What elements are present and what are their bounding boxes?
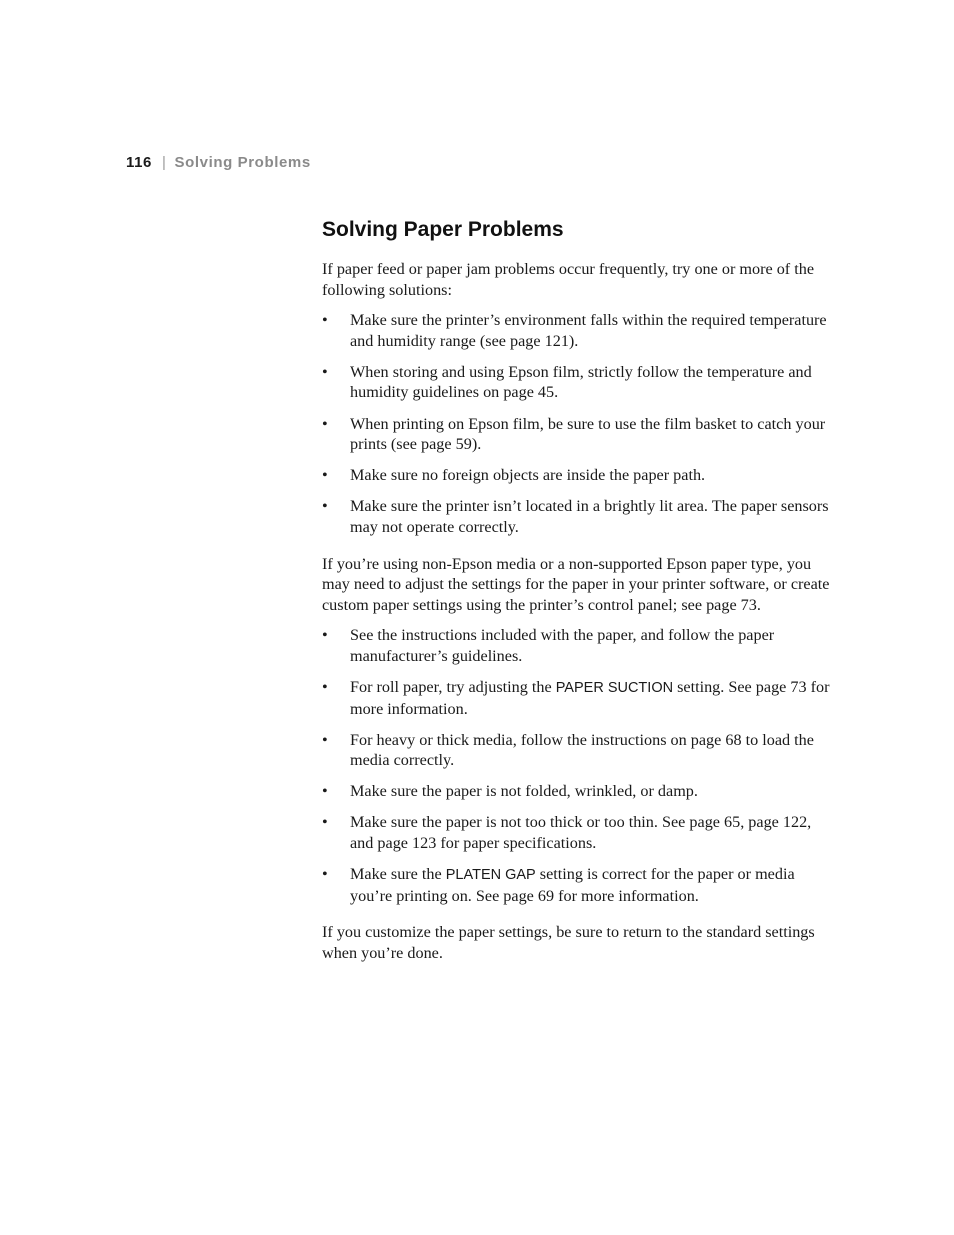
- non-epson-paragraph: If you’re using non-Epson media or a non-supported Epson paper type, you may need to adjust the settings for the paper in your printer software, or create custom paper settings using the printer’s control panel; see page 73.: [322, 554, 830, 614]
- list-item: [322, 677, 832, 719]
- list-item: [322, 362, 832, 403]
- list-item: [322, 730, 832, 771]
- page-title: Solving Paper Problems: [322, 218, 564, 241]
- bullet-icon: •: [322, 497, 328, 516]
- bullet-icon: •: [322, 782, 328, 801]
- page-number: 116: [126, 154, 152, 171]
- list-item-text: Make sure the printer’s environment falls within the required temperature and humidity range (see page 121).: [350, 311, 827, 350]
- list-item-text: For heavy or thick media, follow the instructions on page 68 to load the media correctly.: [350, 730, 814, 770]
- list-item-text: Make sure no foreign objects are inside the paper path.: [350, 466, 706, 485]
- bullet-icon: •: [322, 865, 328, 884]
- list-item-text: Make sure the paper is not too thick or too thin. See page 65, page 122, and page 123 for paper specifications.: [350, 813, 812, 853]
- list-item-text: When printing on Epson film, be sure to use the film basket to catch your prints (see page 59).: [350, 414, 826, 454]
- platen-gap-setting: PLATEN GAP: [445, 867, 536, 884]
- list-item-text-post: setting. See page 73 for more information.: [350, 678, 830, 718]
- settings-list: [322, 625, 832, 906]
- list-item: [322, 414, 832, 455]
- header-separator: |: [162, 154, 167, 171]
- list-item: [322, 465, 832, 486]
- list-item-text-pre: For roll paper, try adjusting the: [350, 678, 556, 696]
- list-item-text: See the instructions included with the paper, and follow the paper manufacturer’s guidelines.: [350, 626, 775, 665]
- closing-paragraph: If you customize the paper settings, be sure to return to the standard settings when you’re done.: [322, 923, 815, 962]
- list-item: [322, 781, 832, 802]
- list-item: [322, 864, 832, 906]
- bullet-icon: •: [322, 362, 328, 381]
- list-item-text: Make sure the printer isn’t located in a brightly lit area. The paper sensors may not operate correctly.: [350, 497, 829, 536]
- list-item-text-post: setting is correct for the paper or media you’re printing on. See page 69 for more information.: [350, 865, 795, 905]
- bullet-icon: •: [322, 730, 328, 749]
- intro-paragraph: If paper feed or paper jam problems occur frequently, try one or more of the following solutions:: [322, 260, 815, 299]
- list-item: [322, 812, 832, 853]
- list-item-text-pre: Make sure the: [350, 865, 446, 884]
- bullet-icon: •: [322, 678, 328, 696]
- paper-suction-setting: PAPER SUCTION: [555, 680, 674, 696]
- section-title: Solving Problems: [174, 154, 311, 171]
- running-head: [126, 154, 311, 171]
- list-item: [322, 625, 832, 666]
- list-item-text: Make sure the paper is not folded, wrinkled, or damp.: [350, 782, 698, 801]
- list-item: [322, 496, 832, 537]
- bullet-icon: •: [322, 626, 328, 645]
- bullet-icon: •: [322, 414, 328, 433]
- bullet-icon: •: [322, 466, 328, 485]
- list-item-text: When storing and using Epson film, strictly follow the temperature and humidity guidelines on page 45.: [350, 362, 812, 402]
- bullet-icon: •: [322, 311, 328, 330]
- bullet-icon: •: [322, 813, 328, 832]
- solutions-list: [322, 310, 832, 537]
- page-content: [322, 216, 832, 974]
- list-item: [322, 310, 832, 351]
